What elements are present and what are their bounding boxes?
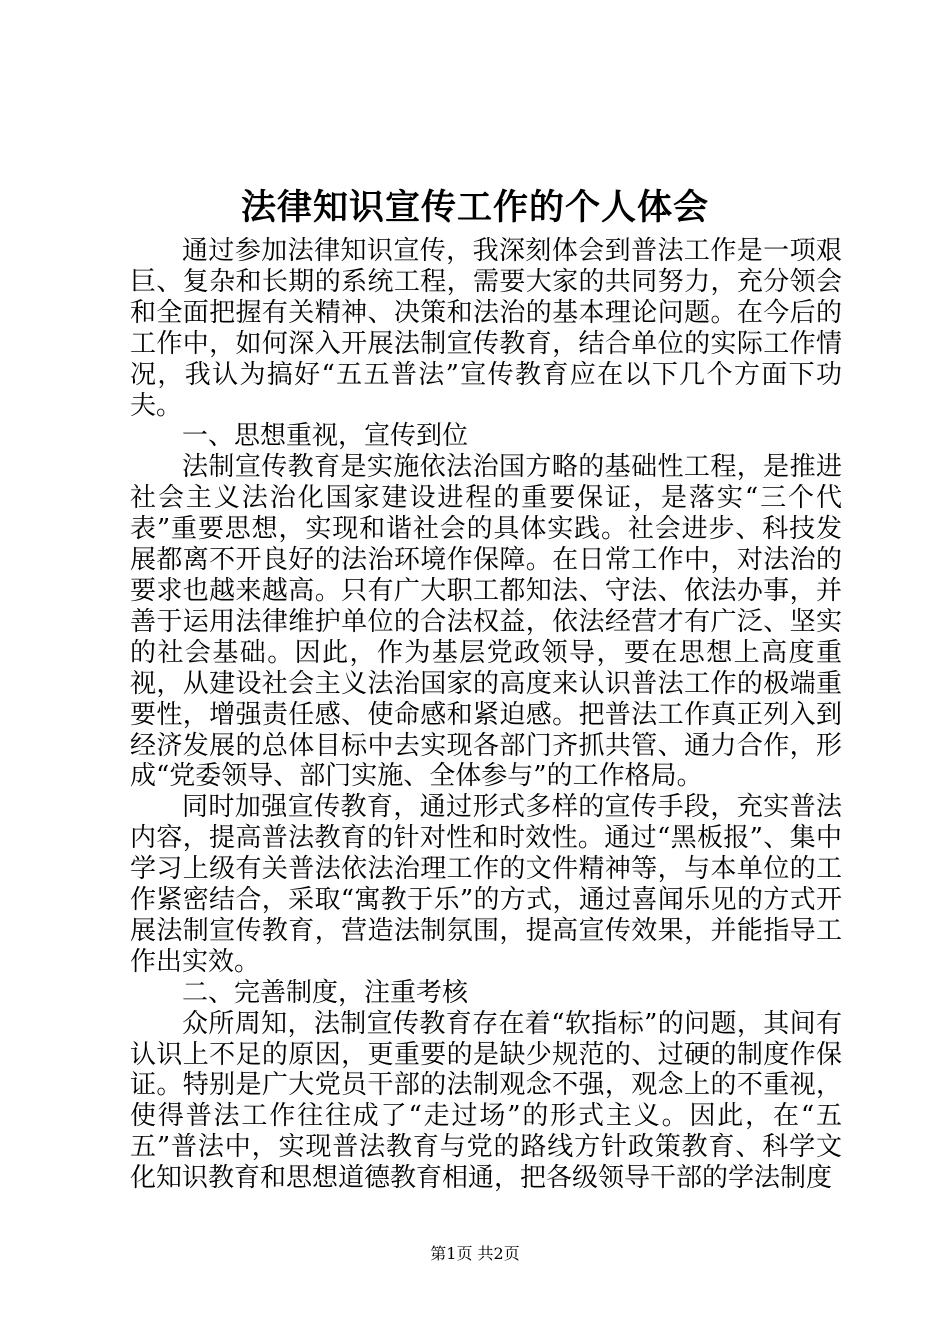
page-footer: 第1页 共2页 xyxy=(430,1244,520,1263)
document-title: 法律知识宣传工作的个人体会 xyxy=(240,187,709,228)
document-body xyxy=(130,236,842,1194)
paragraph-section-1: 法制宣传教育是实施依法治国方略的基础性工程，是推进社会主义法治化国家建设进程的重要保证，是落实“三个代表”重要思想，实现和谐社会的具体实践。社会进步、科技发展都离不开良好的法治环境作保障。在日常工作中，对法治的要求也越来越高。只有广大职工都知法、守法、依法办事，并善于运用法律维护单位的合法权益，依法经营才有广泛、坚实的社会基础。因此，作为基层党政领导，要在思想上高度重视，从建设社会主义法治国家的高度来认识普法工作的极端重要性，增强责任感、使命感和紧迫感。把普法工作真正列入到经济发展的总体目标中去实现各部门齐抓共管、通力合作，形成“党委领导、部门实施、全体参与”的工作格局。 xyxy=(130,452,842,792)
paragraph-section-2: 众所周知，法制宣传教育存在着“软指标”的问题，其间有认识上不足的原因，更重要的是缺少规范的、过硬的制度作保证。特别是广大党员干部的法制观念不强，观念上的不重视，使得普法工作往往成了“走过场”的形式主义。因此，在“五五”普法中，实现普法教育与党的路线方针政策教育、科学文化知识教育和思想道德教育相通，把各级领导干部的学法制度 xyxy=(130,1008,842,1194)
paragraph-section-1-cont: 同时加强宣传教育，通过形式多样的宣传手段，充实普法内容，提高普法教育的针对性和时效性。通过“黑板报”、集中学习上级有关普法依法治理工作的文件精神等，与本单位的工作紧密结合，采取“寓教于乐”的方式，通过喜闻乐见的方式开展法制宣传教育，营造法制氛围，提高宣传效果，并能指导工作出实效。 xyxy=(130,792,842,977)
paragraph-intro: 通过参加法律知识宣传，我深刻体会到普法工作是一项艰巨、复杂和长期的系统工程，需要大家的共同努力，充分领会和全面把握有关精神、决策和法治的基本理论问题。在今后的工作中，如何深入开展法制宣传教育，结合单位的实际工作情况，我认为搞好“五五普法”宣传教育应在以下几个方面下功夫。 xyxy=(130,236,842,421)
section-heading-1: 一、思想重视，宣传到位 xyxy=(182,421,469,452)
section-heading-2: 二、完善制度，注重考核 xyxy=(182,977,469,1008)
